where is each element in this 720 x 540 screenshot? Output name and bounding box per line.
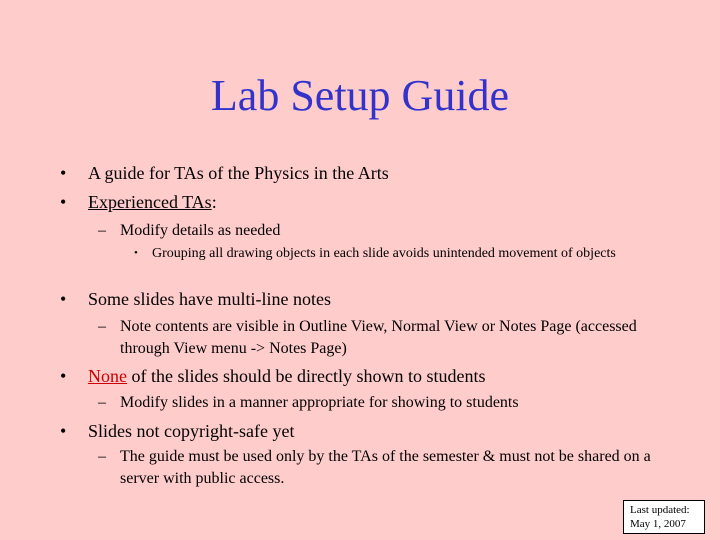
bullet-marker: • — [60, 289, 67, 309]
bullet-text-emphasis: None — [88, 366, 127, 386]
dash-marker: – — [98, 448, 106, 465]
subsubbullet-text: Grouping all drawing objects in each slide avoids unintended movement of objects — [152, 246, 616, 261]
bullet-marker: • — [60, 192, 67, 212]
bullet-marker: • — [60, 421, 67, 441]
small-bullet-marker: • — [134, 247, 138, 259]
last-updated-box — [623, 500, 705, 534]
bullet-marker: • — [60, 366, 67, 386]
subbullet-modify-details — [98, 220, 660, 242]
dash-marker: – — [98, 394, 106, 411]
last-updated-label: Last updated: — [630, 504, 690, 516]
last-updated-date: May 1, 2007 — [630, 518, 686, 530]
bullet-text-underlined: Experienced TAs — [88, 192, 212, 212]
slide-title: Lab Setup Guide — [210, 71, 510, 120]
bullet-text: Some slides have multi-line notes — [88, 289, 331, 309]
bullet-text: Slides not copyright-safe yet — [88, 421, 295, 441]
dash-marker: – — [98, 318, 106, 335]
bullet-marker: • — [60, 163, 67, 183]
subbullet-text: Note contents are visible in Outline View, Normal View or Notes Page (accessed through View menu -> Notes Page) — [120, 318, 637, 357]
bullet-text: A guide for TAs of the Physics in the Arts — [88, 163, 389, 183]
bullet-experienced-tas — [60, 191, 688, 213]
bullet-text-suffix: : — [211, 192, 217, 212]
bullet-tas-guide — [60, 162, 688, 184]
bullet-multiline-notes — [60, 288, 688, 310]
bullet-text-rest: of the slides should be directly shown to students — [127, 366, 486, 386]
subbullet-modify-slides — [98, 392, 660, 414]
bullet-copyright — [60, 420, 688, 442]
subbullet-guide-usage — [98, 446, 660, 490]
subbullet-note-contents — [98, 316, 660, 360]
subbullet-text: Modify slides in a manner appropriate for showing to students — [120, 394, 519, 411]
subbullet-text: Modify details as needed — [120, 222, 281, 239]
subbullet-text: The guide must be used only by the TAs of the semester & must not be shared on a server with public access. — [120, 448, 651, 487]
subsubbullet-grouping — [134, 244, 652, 263]
bullet-none-of-slides — [60, 365, 688, 387]
dash-marker: – — [98, 222, 106, 239]
